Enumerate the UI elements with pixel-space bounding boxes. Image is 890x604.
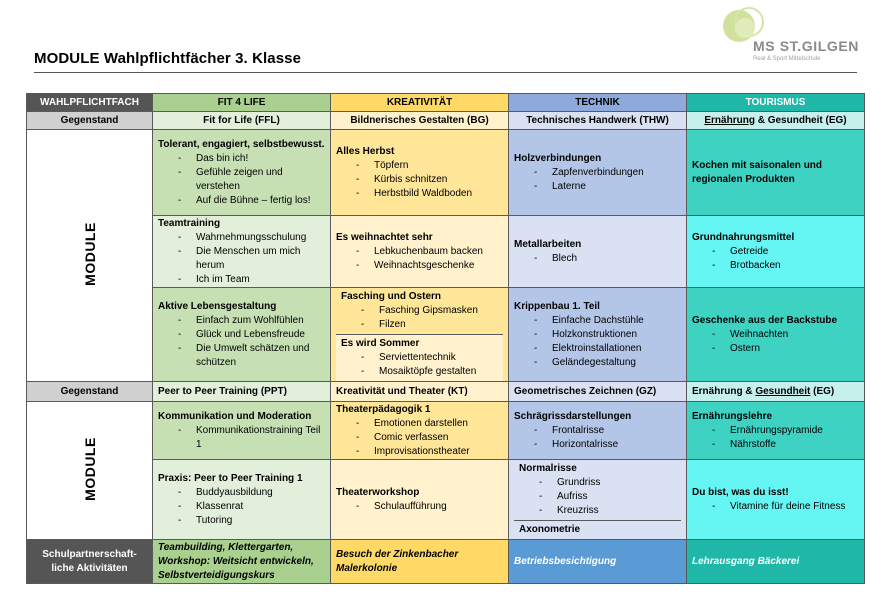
module-title: Praxis: Peer to Peer Training 1 [158, 472, 303, 484]
fit-module-1 [153, 130, 331, 216]
module-title: Es weihnachtet sehr [336, 231, 433, 243]
module-title: Theaterworkshop [336, 486, 420, 498]
document-title: MODULE Wahlpflichtfächer 3. Klasse [34, 50, 302, 67]
list-item: - Tutoring [178, 514, 325, 528]
list-item: - Brotbacken [712, 259, 859, 273]
module-row-1-3 [27, 288, 865, 382]
module-title: Grundnahrungsmittel [692, 231, 795, 243]
fit-module-4 [153, 402, 331, 460]
tec-module-5a [514, 460, 681, 521]
list-item: - Filzen [361, 318, 498, 332]
subject-eg-rest: & Gesundheit (EG) [757, 114, 847, 126]
module-items [158, 424, 325, 452]
list-item: - Kommunikationstraining Teil 1 [178, 424, 325, 452]
list-item: - Ostern [712, 342, 859, 356]
list-item: - Einfach zum Wohlfühlen [178, 314, 325, 328]
list-item: - Horizontalrisse [534, 438, 681, 452]
module-title: Krippenbau 1. Teil [514, 300, 600, 312]
header-tourismus: TOURISMUS [687, 94, 865, 112]
list-item: - Zapfenverbindungen [534, 166, 681, 180]
logo-name: MS ST.GILGEN [753, 38, 859, 54]
module-title: Es wird Sommer [341, 338, 420, 349]
list-item: - Emotionen darstellen [356, 417, 503, 431]
module-title: Schrägrissdarstellungen [514, 410, 632, 422]
list-item: - Blech [534, 252, 681, 266]
title-divider [34, 72, 857, 73]
tou-module-4 [687, 402, 865, 460]
list-item: - Mosaiktöpfe gestalten [361, 365, 498, 379]
subject-eg-2-part: (EG) [810, 385, 835, 397]
list-item: - Ernährungspyramide [712, 424, 859, 438]
tou-module-5 [687, 460, 865, 540]
module-items [336, 417, 503, 459]
list-item: - Getreide [712, 245, 859, 259]
subject-row-1 [27, 112, 865, 130]
fit-module-2 [153, 216, 331, 288]
kre-module-1 [331, 130, 509, 216]
module-title: Teamtraining [158, 217, 221, 229]
module-items [514, 252, 681, 266]
kre-module-3b [336, 335, 503, 381]
list-item: - Kürbis schnitzen [356, 173, 503, 187]
tec-module-4 [509, 402, 687, 460]
kre-module-5 [331, 460, 509, 540]
list-item: - Improvisationstheater [356, 445, 503, 459]
module-items [692, 245, 859, 273]
module-title: Tolerant, engagiert, selbstbewusst. [158, 138, 325, 150]
module-title: Aktive Lebensgestaltung [158, 300, 277, 312]
activities-tou: Lehrausgang Bäckerei [687, 540, 865, 584]
activities-fit: Teambuilding, Klettergarten, Workshop: Weitsicht entwickeln, Selbstverteidigungskurs [153, 540, 331, 584]
subject-eg-2-underlined: Gesundheit [755, 385, 811, 397]
module-items [158, 152, 325, 208]
list-item: - Frontalrisse [534, 424, 681, 438]
header-fit4life: FIT 4 LIFE [153, 94, 331, 112]
list-item: - Kreuzriss [539, 504, 676, 518]
kre-module-4 [331, 402, 509, 460]
activities-label: Schulpartnerschaft-liche Aktivitäten [27, 540, 153, 584]
module-label: MODULE [81, 222, 98, 286]
list-item: - Die Menschen um mich herum [178, 245, 325, 273]
list-item: - Laterne [534, 180, 681, 194]
list-item: - Herbstbild Waldboden [356, 187, 503, 201]
module-items [692, 424, 859, 452]
gegenstand-label: Gegenstand [27, 112, 153, 130]
module-label-cell-2 [27, 402, 153, 540]
gegenstand-label: Gegenstand [27, 382, 153, 402]
module-title: Holzverbindungen [514, 152, 602, 164]
tec-module-1 [509, 130, 687, 216]
module-items [158, 486, 325, 528]
module-title: Normalrisse [519, 463, 577, 474]
module-row-2-2 [27, 460, 865, 540]
logo-subtitle: Real & Sport Mittelschule [753, 56, 821, 62]
activities-tec: Betriebsbesichtigung [509, 540, 687, 584]
list-item: - Auf die Bühne – fertig los! [178, 194, 325, 208]
module-title: Metallarbeiten [514, 238, 582, 250]
subject-ffl: Fit for Life (FFL) [153, 112, 331, 130]
list-item: - Wahrnehmungsschulung [178, 231, 325, 245]
subject-row-2 [27, 382, 865, 402]
fit-module-5 [153, 460, 331, 540]
list-item: - Elektroinstallationen [534, 342, 681, 356]
tec-module-2 [509, 216, 687, 288]
subject-eg [687, 112, 865, 130]
module-items [158, 231, 325, 287]
module-title: Ernährungslehre [692, 410, 773, 422]
module-items [336, 500, 503, 514]
module-title: Fasching und Ostern [341, 291, 442, 302]
list-item: - Lebkuchenbaum backen [356, 245, 503, 259]
module-items [336, 159, 503, 201]
module-title: Kochen mit saisonalen und regionalen Produkten [692, 159, 823, 185]
list-item: - Weihnachten [712, 328, 859, 342]
module-label-cell-1 [27, 130, 153, 382]
module-items [341, 304, 498, 332]
list-item: - Weihnachtsgeschenke [356, 259, 503, 273]
tou-module-1 [687, 130, 865, 216]
subject-gz: Geometrisches Zeichnen (GZ) [509, 382, 687, 402]
activities-kre: Besuch der Zinkenbacher Malerkolonie [331, 540, 509, 584]
list-item: - Comic verfassen [356, 431, 503, 445]
list-item: - Das bin ich! [178, 152, 325, 166]
list-item: - Töpfern [356, 159, 503, 173]
module-items [519, 476, 676, 518]
list-item: - Serviettentechnik [361, 351, 498, 365]
module-title: Geschenke aus der Backstube [692, 314, 838, 326]
module-title: Kommunikation und Moderation [158, 410, 312, 422]
list-item: - Schulaufführung [356, 500, 503, 514]
header-kreativitaet: KREATIVITÄT [331, 94, 509, 112]
module-row-1-2 [27, 216, 865, 288]
kre-module-2 [331, 216, 509, 288]
list-item: - Glück und Lebensfreude [178, 328, 325, 342]
module-items [158, 314, 325, 370]
tou-module-3 [687, 288, 865, 382]
module-row-2-1 [27, 402, 865, 460]
list-item: - Ich im Team [178, 273, 325, 287]
list-item: - Einfache Dachstühle [534, 314, 681, 328]
list-item: - Gefühle zeigen und verstehen [178, 166, 325, 194]
header-technik: TECHNIK [509, 94, 687, 112]
fit-module-3 [153, 288, 331, 382]
kre-module-3a [336, 288, 503, 335]
header-row [27, 94, 865, 112]
module-title: Alles Herbst [336, 145, 395, 157]
header-wahlpflichtfach: WAHLPFLICHTFACH [27, 94, 153, 112]
subject-eg-underlined: Ernährung [704, 114, 755, 126]
module-title: Theaterpädagogik 1 [336, 403, 431, 415]
module-items [514, 424, 681, 452]
module-items [336, 245, 503, 273]
subject-eg-2-part: Ernährung & [692, 385, 756, 397]
list-item: - Die Umwelt schätzen und schützen [178, 342, 325, 370]
kre-module-3 [331, 288, 509, 382]
tec-module-5 [509, 460, 687, 540]
tec-module-3 [509, 288, 687, 382]
tec-module-5b [514, 521, 681, 539]
module-title: Axonometrie [519, 524, 581, 535]
tou-module-2 [687, 216, 865, 288]
list-item: - Klassenrat [178, 500, 325, 514]
list-item: - Vitamine für deine Fitness [712, 500, 859, 514]
subject-bg: Bildnerisches Gestalten (BG) [331, 112, 509, 130]
activities-row [27, 540, 865, 584]
module-row-1-1 [27, 130, 865, 216]
school-logo [721, 6, 871, 70]
list-item: - Holzkonstruktionen [534, 328, 681, 342]
module-table [26, 93, 865, 584]
module-title: Du bist, was du isst! [692, 486, 789, 498]
module-items [514, 166, 681, 194]
list-item: - Aufriss [539, 490, 676, 504]
list-item: - Fasching Gipsmasken [361, 304, 498, 318]
module-items [341, 351, 498, 379]
subject-kt: Kreativität und Theater (KT) [331, 382, 509, 402]
module-items [514, 314, 681, 370]
list-item: - Grundriss [539, 476, 676, 490]
module-label: MODULE [81, 437, 98, 501]
list-item: - Geländegestaltung [534, 356, 681, 370]
list-item: - Buddyausbildung [178, 486, 325, 500]
subject-eg-2 [687, 382, 865, 402]
module-items [692, 500, 859, 514]
subject-ppt: Peer to Peer Training (PPT) [153, 382, 331, 402]
module-items [692, 328, 859, 356]
subject-thw: Technisches Handwerk (THW) [509, 112, 687, 130]
list-item: - Nährstoffe [712, 438, 859, 452]
